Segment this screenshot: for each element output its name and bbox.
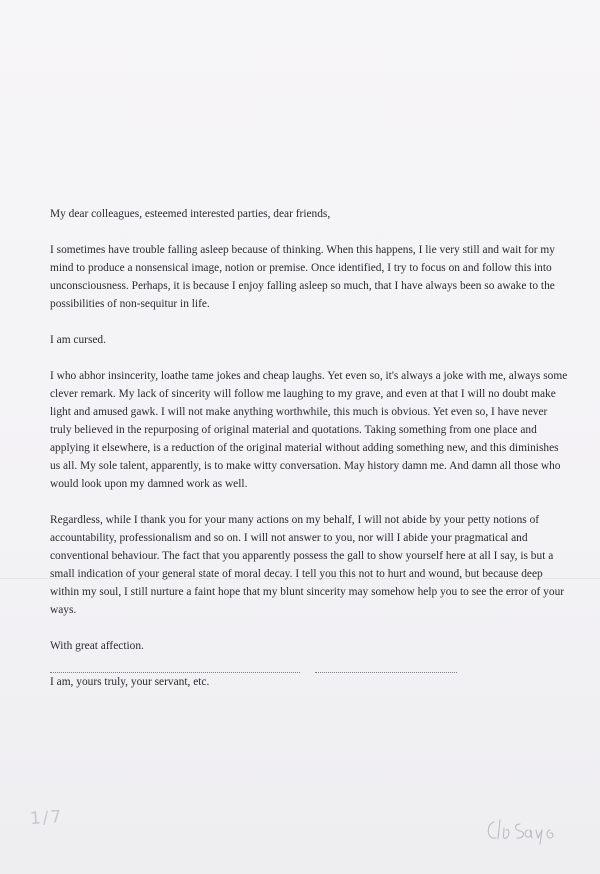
letter-paragraph-4: Regardless, while I thank you for your many actions on my behalf, I will not abide by your petty notions of accountability, professionalism and so on. I will not answer to you, nor will I abide your pragmatical and conventional behaviour. The fact that you apparently possess the gall to show yourself here at all I say, is but a small indication of your general state of moral decay. I tell you this not to hurt and wound, but because deep within my soul, I still nurture a faint hope that my blunt sincerity may somehow help you to see the error of your ways. [50, 514, 565, 616]
letter-body [50, 205, 570, 709]
signature-line-left [50, 662, 300, 673]
letter-salutation: My dear colleagues, esteemed interested parties, dear friends, [50, 208, 331, 220]
signature-line-right [315, 662, 457, 673]
edition-number: 1/7 [29, 806, 65, 830]
letter-paragraph-2: I am cursed. [50, 334, 106, 346]
signature-lines [50, 662, 570, 676]
handwritten-signature [480, 812, 580, 846]
letter-paragraph-1: I sometimes have trouble falling asleep because of thinking. When this happens, I lie very still and wait for my mind to produce a nonsensical image, notion or premise. Once identified, I try to focus on and follow this into unconsciousness. Perhaps, it is because I enjoy falling asleep so much, that I have always been so awake to the possibilities of non-sequitur in life. [50, 244, 555, 310]
letter-closing: With great affection. [50, 640, 144, 652]
letter-paragraph-3: I who abhor insincerity, loathe tame jokes and cheap laughs. Yet even so, it's always a joke with me, always some clever remark. My lack of sincerity will follow me laughing to my grave, and even at that I will no doubt make light and amused gawk. I will not make anything worthwhile, this much is obvious. Yet even so, I have never truly believed in the repurposing of original material and quotations. Taking something from one place and applying it elsewhere, is a reduction of the original material without adding something new, and this diminishes us all. My sole talent, apparently, is to make witty conversation. May history damn me. And damn all those who would look upon my damned work as well. [50, 370, 568, 490]
letter-sign-off: I am, yours truly, your servant, etc. [50, 676, 210, 688]
